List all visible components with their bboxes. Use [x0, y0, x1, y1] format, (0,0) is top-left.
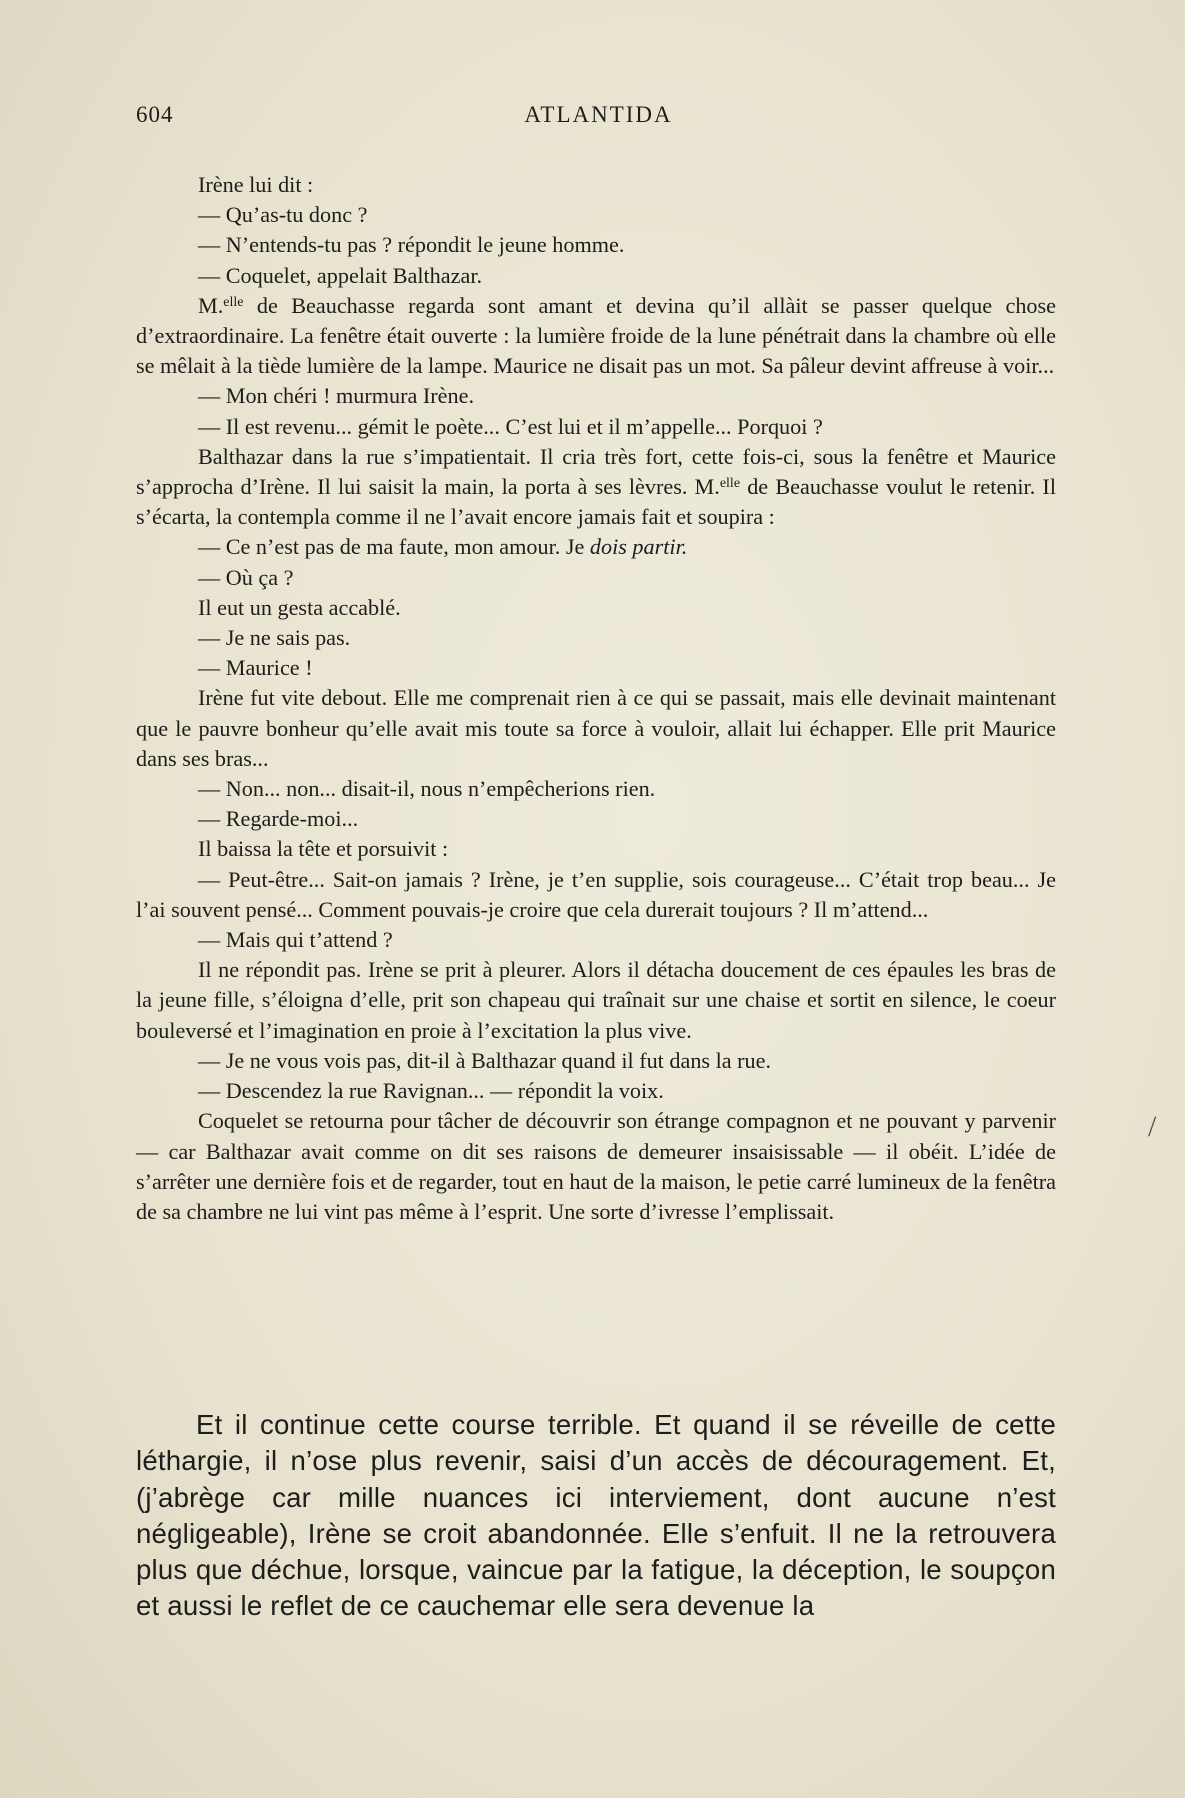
- abbrev-prefix: M.: [198, 292, 224, 318]
- paragraph: [136, 261, 1056, 291]
- paragraph-text: — Qu’as-tu donc ?: [198, 202, 368, 228]
- abbrev-prefix: M.: [694, 474, 720, 500]
- paragraph-text: Coquelet se retourna pour tâcher de découvrir son étrange compagnon et ne pouvant y parvenir — car Balthazar avait comme on dit ses raisons de demeurer insaisissable — il obéit. L’idée de s’arrêter une dernière fois et de regarder, tout en haut de la maison, le petie carré lumineux de la fenêtra de sa chambre ne lui vint pas même à l’esprit. Une sorte d’ivresse l’emplissait.: [136, 1108, 1056, 1224]
- page-number: 604: [136, 102, 174, 127]
- paragraph: [136, 774, 1056, 804]
- paragraph-text: Il eut un gesta accablé.: [198, 594, 401, 620]
- paragraph: [136, 834, 1056, 864]
- page-header: [136, 102, 1061, 132]
- paragraph-text: — Coquelet, appelait Balthazar.: [198, 262, 483, 288]
- paragraph: [136, 653, 1056, 683]
- paragraph: [136, 593, 1056, 623]
- paragraph-text: — Je ne vous vois pas, dit-il à Balthazar quand il fut dans la rue.: [198, 1047, 772, 1073]
- paragraph: [136, 1076, 1056, 1106]
- paragraph: [136, 1106, 1056, 1227]
- paragraph: [136, 170, 1056, 200]
- paragraph: [136, 442, 1056, 533]
- paragraph-text: Irène lui dit :: [198, 172, 314, 197]
- paragraph: [136, 623, 1056, 653]
- paragraph-text: — Maurice !: [198, 655, 313, 681]
- paragraph-text: — N’entends-tu pas ? répondit le jeune homme.: [198, 232, 625, 258]
- paragraph-text: de Beauchasse voulut le retenir. Il s’écarta, la contempla comme il ne l’avait encore jamais fait et soupira :: [136, 474, 1056, 530]
- paragraph-text: — Mais qui t’attend ?: [198, 927, 393, 953]
- paragraph: [136, 291, 1056, 382]
- paragraph-text: — Peut-être... Sait-on jamais ? Irène, je t’en supplie, sois courageuse... C’était trop beau... Je l’ai souvent pensé... Comment pouvais-je croire que cela durerait toujours ? Il m’attend...: [136, 866, 1056, 922]
- paragraph-text: — Mon chéri ! murmura Irène.: [198, 383, 475, 409]
- abbrev-superscript: elle: [223, 294, 244, 310]
- paragraph-text: — Il est revenu... gémit le poète... C’est lui et il m’appelle... Porquoi ?: [198, 413, 823, 439]
- paragraph-text: de Beauchasse regarda sont amant et devina qu’il allàit se passer quelque chose d’extraordinaire. La fenêtre était ouverte : la lumière froide de la lune pénétrait dans la chambre où elle se mêlait à la tiède lumière de la lampe. Maurice ne disait pas un mot. Sa pâleur devint affreuse à voir...: [136, 292, 1056, 379]
- paragraph-text: Irène fut vite debout. Elle me comprenait rien à ce qui se passait, mais elle devinait maintenant que le pauvre bonheur qu’elle avait mis toute sa force à vouloir, allait lui échapper. Elle prit Maurice dans ses bras...: [136, 685, 1056, 771]
- story-text: [136, 170, 1056, 1227]
- paragraph-text: — Ce n’est pas de ma faute, mon amour. Je: [198, 534, 590, 560]
- paragraph: [136, 381, 1056, 411]
- paragraph: [136, 955, 1056, 1046]
- paragraph-text: — Je ne sais pas.: [198, 625, 351, 651]
- commentary-paragraph: Et il continue cette course terrible. Et quand il se réveille de cette léthargie, il n’ose plus revenir, saisi d’un accès de découragement. Et, (j’abrège car mille nuances ici interviement, dont aucune n’est négligeable), Irène se croit abandonnée. Elle s’enfuit. Il ne la retrouvera plus que déchue, lorsque, vaincue par la fatigue, la déception, le soupçon et aussi le reflet de ce cauchemar elle sera devenue la: [136, 1409, 1056, 1622]
- paragraph-text: — Où ça ?: [198, 564, 294, 590]
- paragraph: [136, 1046, 1056, 1076]
- paragraph: [136, 412, 1056, 442]
- margin-mark: /: [1148, 1110, 1157, 1143]
- paragraph: [136, 925, 1056, 955]
- abbrev-superscript: elle: [719, 476, 741, 492]
- paragraph: [136, 563, 1056, 593]
- paragraph-text: — Non... non... disait-il, nous n’empêcherions rien.: [198, 776, 656, 802]
- paragraph-text: — Regarde-moi...: [198, 806, 359, 832]
- paragraph: [136, 683, 1056, 774]
- running-title: ATLANTIDA: [524, 102, 673, 127]
- paragraph-text: Il ne répondit pas. Irène se prit à pleurer. Alors il détacha doucement de ces épaules les bras de la jeune fille, s’éloigna d’elle, prit son chapeau qui traînait sur une chaise et sortit en silence, le coeur bouleversé et l’imagination en proie à l’excitation la plus vive.: [136, 957, 1056, 1043]
- paragraph-text: — Descendez la rue Ravignan... — répondit la voix.: [198, 1078, 664, 1104]
- paragraph: [136, 865, 1056, 925]
- paragraph: [136, 804, 1056, 834]
- paragraph: [136, 230, 1056, 260]
- paragraph: [136, 200, 1056, 230]
- emphasis-text: dois partir.: [589, 534, 688, 560]
- paragraph-text: Il baissa la tête et porsuivit :: [198, 836, 449, 862]
- paragraph-text: Balthazar dans la rue s’impatientait. Il cria très fort, cette fois-ci, sous la fenêtre et Maurice s’approcha d’Irène. Il lui saisit la main, la porta à ses lèvres.: [136, 443, 1056, 500]
- paragraph: [136, 532, 1056, 562]
